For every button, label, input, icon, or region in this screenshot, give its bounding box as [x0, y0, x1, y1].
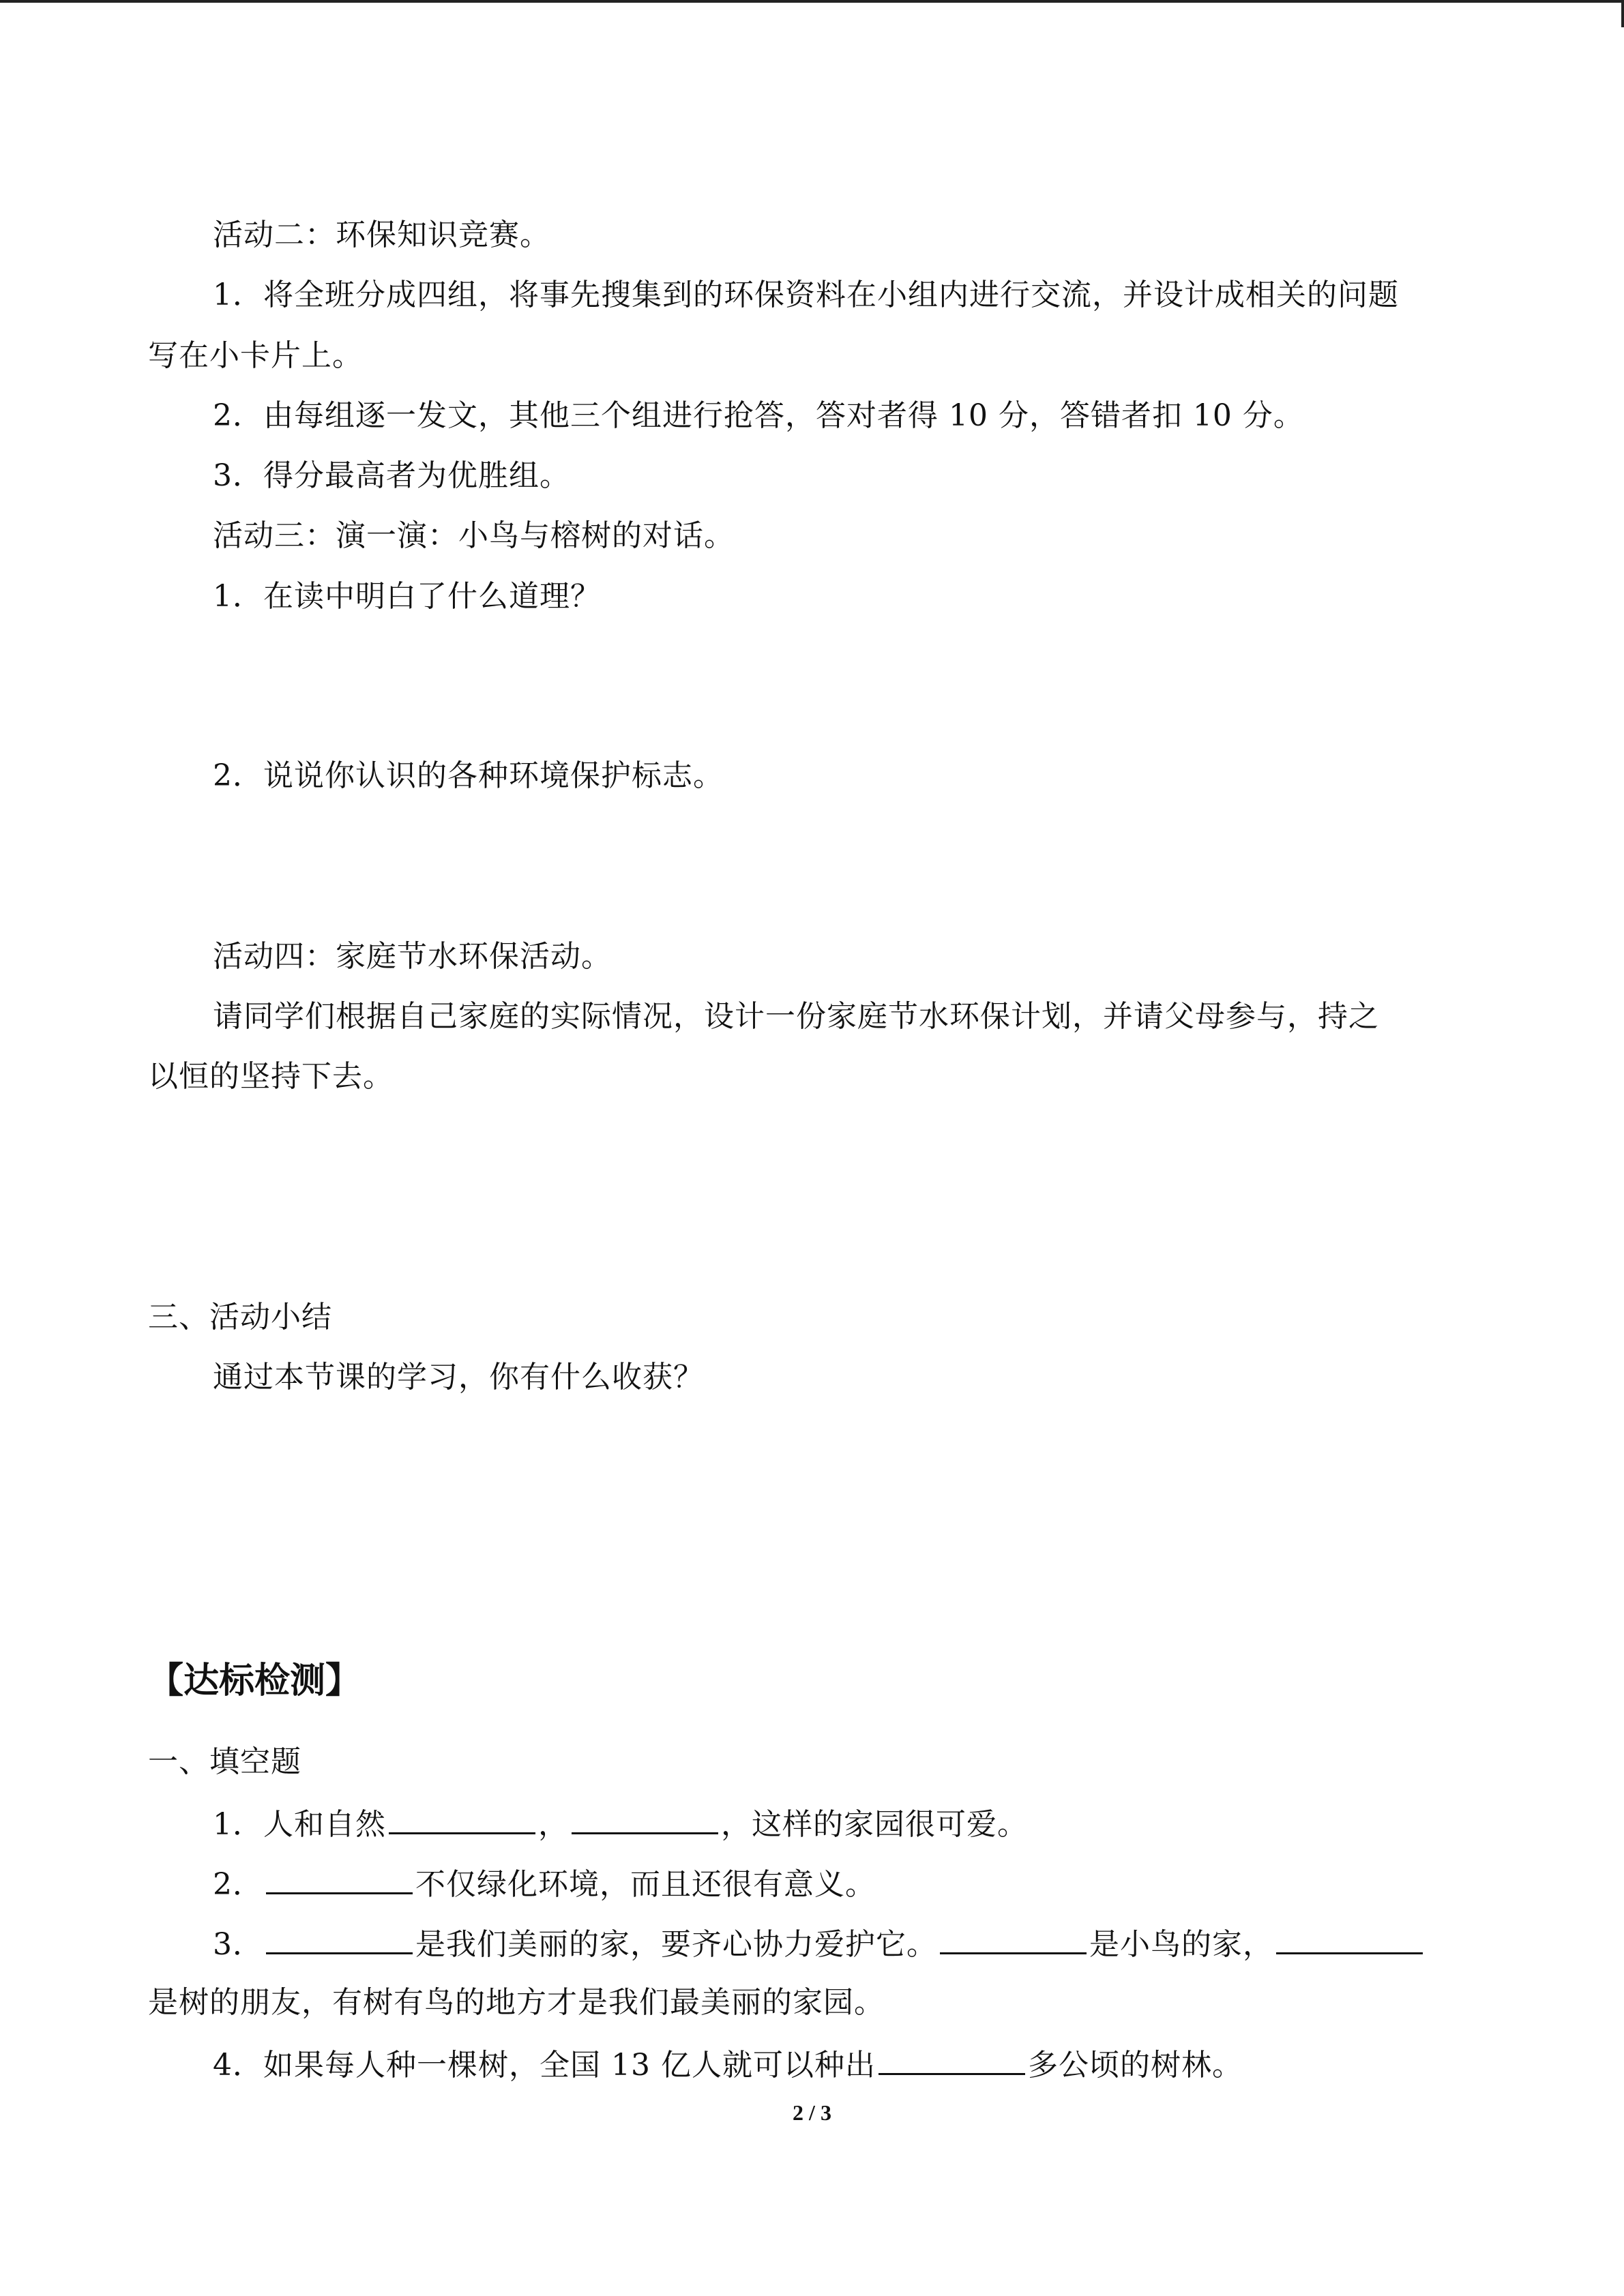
test-heading: 【达标检测】 — [148, 1660, 361, 1701]
q1-text-a: 1．人和自然 — [213, 1807, 386, 1842]
q3-blank-1[interactable] — [266, 1922, 413, 1954]
activity4-body-line2: 以恒的坚持下去。 — [148, 1059, 394, 1094]
page-top-border — [0, 0, 1624, 3]
q3-text-c: 是小鸟的家， — [1089, 1927, 1273, 1962]
activity4-body-line1: 请同学们根据自己家庭的实际情况，设计一份家庭节水环保计划，并请父母参与，持之 — [213, 999, 1379, 1034]
activity4-title: 活动四：家庭节水环保活动。 — [213, 939, 612, 974]
page-number: 2 / 3 — [793, 2100, 831, 2125]
question-3-line2: 是树的朋友，有树有鸟的地方才是我们最美丽的家园。 — [148, 1985, 885, 2020]
q3-blank-3[interactable] — [1276, 1922, 1423, 1954]
activity2-item1-line2: 写在小卡片上。 — [148, 338, 363, 373]
summary-title: 三、活动小结 — [148, 1300, 332, 1335]
activity3-title: 活动三：演一演：小鸟与榕树的对话。 — [213, 518, 735, 553]
summary-body: 通过本节课的学习，你有什么收获？ — [213, 1360, 704, 1395]
activity2-title: 活动二：环保知识竞赛。 — [213, 218, 550, 252]
question-4 — [213, 2043, 1243, 2086]
question-3 — [213, 1922, 1426, 1965]
q3-text-a: 3． — [213, 1927, 263, 1962]
q1-text-c: ，这样的家园很可爱。 — [721, 1807, 1028, 1842]
activity3-item2: 2．说说你认识的各种环境保护标志。 — [213, 758, 724, 793]
page-corner-border — [1621, 0, 1624, 27]
q1-blank-2[interactable] — [572, 1802, 718, 1834]
activity2-item3: 3．得分最高者为优胜组。 — [213, 458, 570, 493]
activity2-item2: 2．由每组逐一发文，其他三个组进行抢答，答对者得 10 分，答错者扣 10 分。 — [213, 398, 1304, 433]
q4-text-b: 多公顷的树林。 — [1027, 2048, 1243, 2083]
q1-text-b: ， — [538, 1807, 569, 1842]
question-2 — [213, 1862, 876, 1905]
q2-text-b: 不仅绿化环境，而且还很有意义。 — [415, 1867, 876, 1902]
q4-text-a: 4．如果每人种一棵树，全国 13 亿人就可以种出 — [213, 2048, 876, 2083]
q3-blank-2[interactable] — [940, 1922, 1087, 1954]
q3-text-b: 是我们美丽的家，要齐心协力爱护它。 — [415, 1927, 937, 1962]
q4-blank-1[interactable] — [879, 2043, 1025, 2075]
activity3-item1: 1．在读中明白了什么道理？ — [213, 579, 601, 614]
question-1 — [213, 1802, 1028, 1845]
q2-blank-1[interactable] — [266, 1862, 413, 1894]
q2-text-a: 2． — [213, 1867, 263, 1902]
q1-blank-1[interactable] — [389, 1802, 535, 1834]
activity2-item1-line1: 1．将全班分成四组，将事先搜集到的环保资料在小组内进行交流，并设计成相关的问题 — [213, 278, 1399, 312]
test-section-title: 一、填空题 — [148, 1744, 301, 1779]
